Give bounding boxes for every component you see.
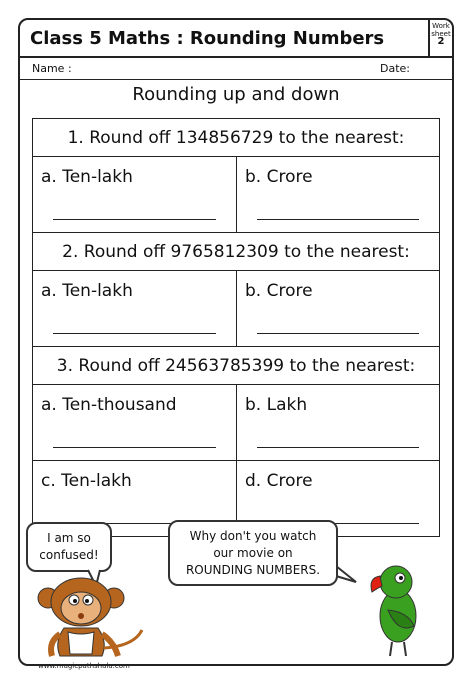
- parrot-speech-line: our movie on: [213, 546, 293, 560]
- header: [20, 20, 452, 58]
- date-label: Date:: [380, 62, 410, 75]
- monkey-speech-line: I am so: [47, 531, 91, 545]
- monkey-speech-line: confused!: [39, 548, 99, 562]
- footer-credit: www.magicpathshala.com: [38, 662, 130, 670]
- answer-label: a. Ten-lakh: [41, 167, 133, 187]
- question-2-prompt: 2. Round off 9765812309 to the nearest:: [33, 233, 439, 271]
- answer-label: c. Ten-lakh: [41, 471, 132, 491]
- worksheet-badge: [428, 20, 452, 56]
- answer-cell[interactable]: [33, 271, 236, 346]
- question-3-prompt: 3. Round off 24563785399 to the nearest:: [33, 347, 439, 385]
- page-title: Class 5 Maths : Rounding Numbers: [30, 28, 385, 49]
- question-2-answers: [33, 271, 439, 347]
- worksheet-number: 2: [437, 36, 445, 47]
- monkey-illustration: [30, 576, 150, 660]
- answer-line[interactable]: [257, 219, 419, 220]
- parrot-speech-line: ROUNDING NUMBERS.: [185, 563, 321, 577]
- question-grid: [32, 118, 440, 537]
- worksheet-subtitle: Rounding up and down: [132, 84, 340, 105]
- answer-cell[interactable]: [33, 157, 236, 232]
- question-3-answers-row-1: [33, 385, 439, 461]
- answer-label: b. Crore: [245, 167, 313, 187]
- answer-label: d. Crore: [245, 471, 313, 491]
- monkey-speech-bubble: [26, 522, 112, 572]
- answer-line[interactable]: [257, 333, 419, 334]
- answer-line[interactable]: [53, 333, 216, 334]
- parrot-speech-bubble: [168, 520, 338, 586]
- name-date-row: [20, 58, 452, 80]
- question-1-answers: [33, 157, 439, 233]
- answer-label: a. Ten-thousand: [41, 395, 177, 415]
- worksheet-label: Work sheet: [431, 22, 451, 38]
- parrot-speech-line: Why don't you watch: [189, 529, 317, 543]
- answer-line[interactable]: [53, 447, 216, 448]
- answer-label: b. Crore: [245, 281, 313, 301]
- name-label: Name :: [32, 62, 72, 75]
- answer-line[interactable]: [257, 447, 419, 448]
- answer-line[interactable]: [53, 219, 216, 220]
- question-1-prompt: 1. Round off 134856729 to the nearest:: [33, 119, 439, 157]
- parrot-illustration: [368, 560, 438, 660]
- answer-cell[interactable]: [236, 271, 439, 346]
- answer-label: b. Lakh: [245, 395, 308, 415]
- answer-cell[interactable]: [33, 385, 236, 460]
- answer-cell[interactable]: [236, 157, 439, 232]
- answer-cell[interactable]: [236, 385, 439, 460]
- answer-label: a. Ten-lakh: [41, 281, 133, 301]
